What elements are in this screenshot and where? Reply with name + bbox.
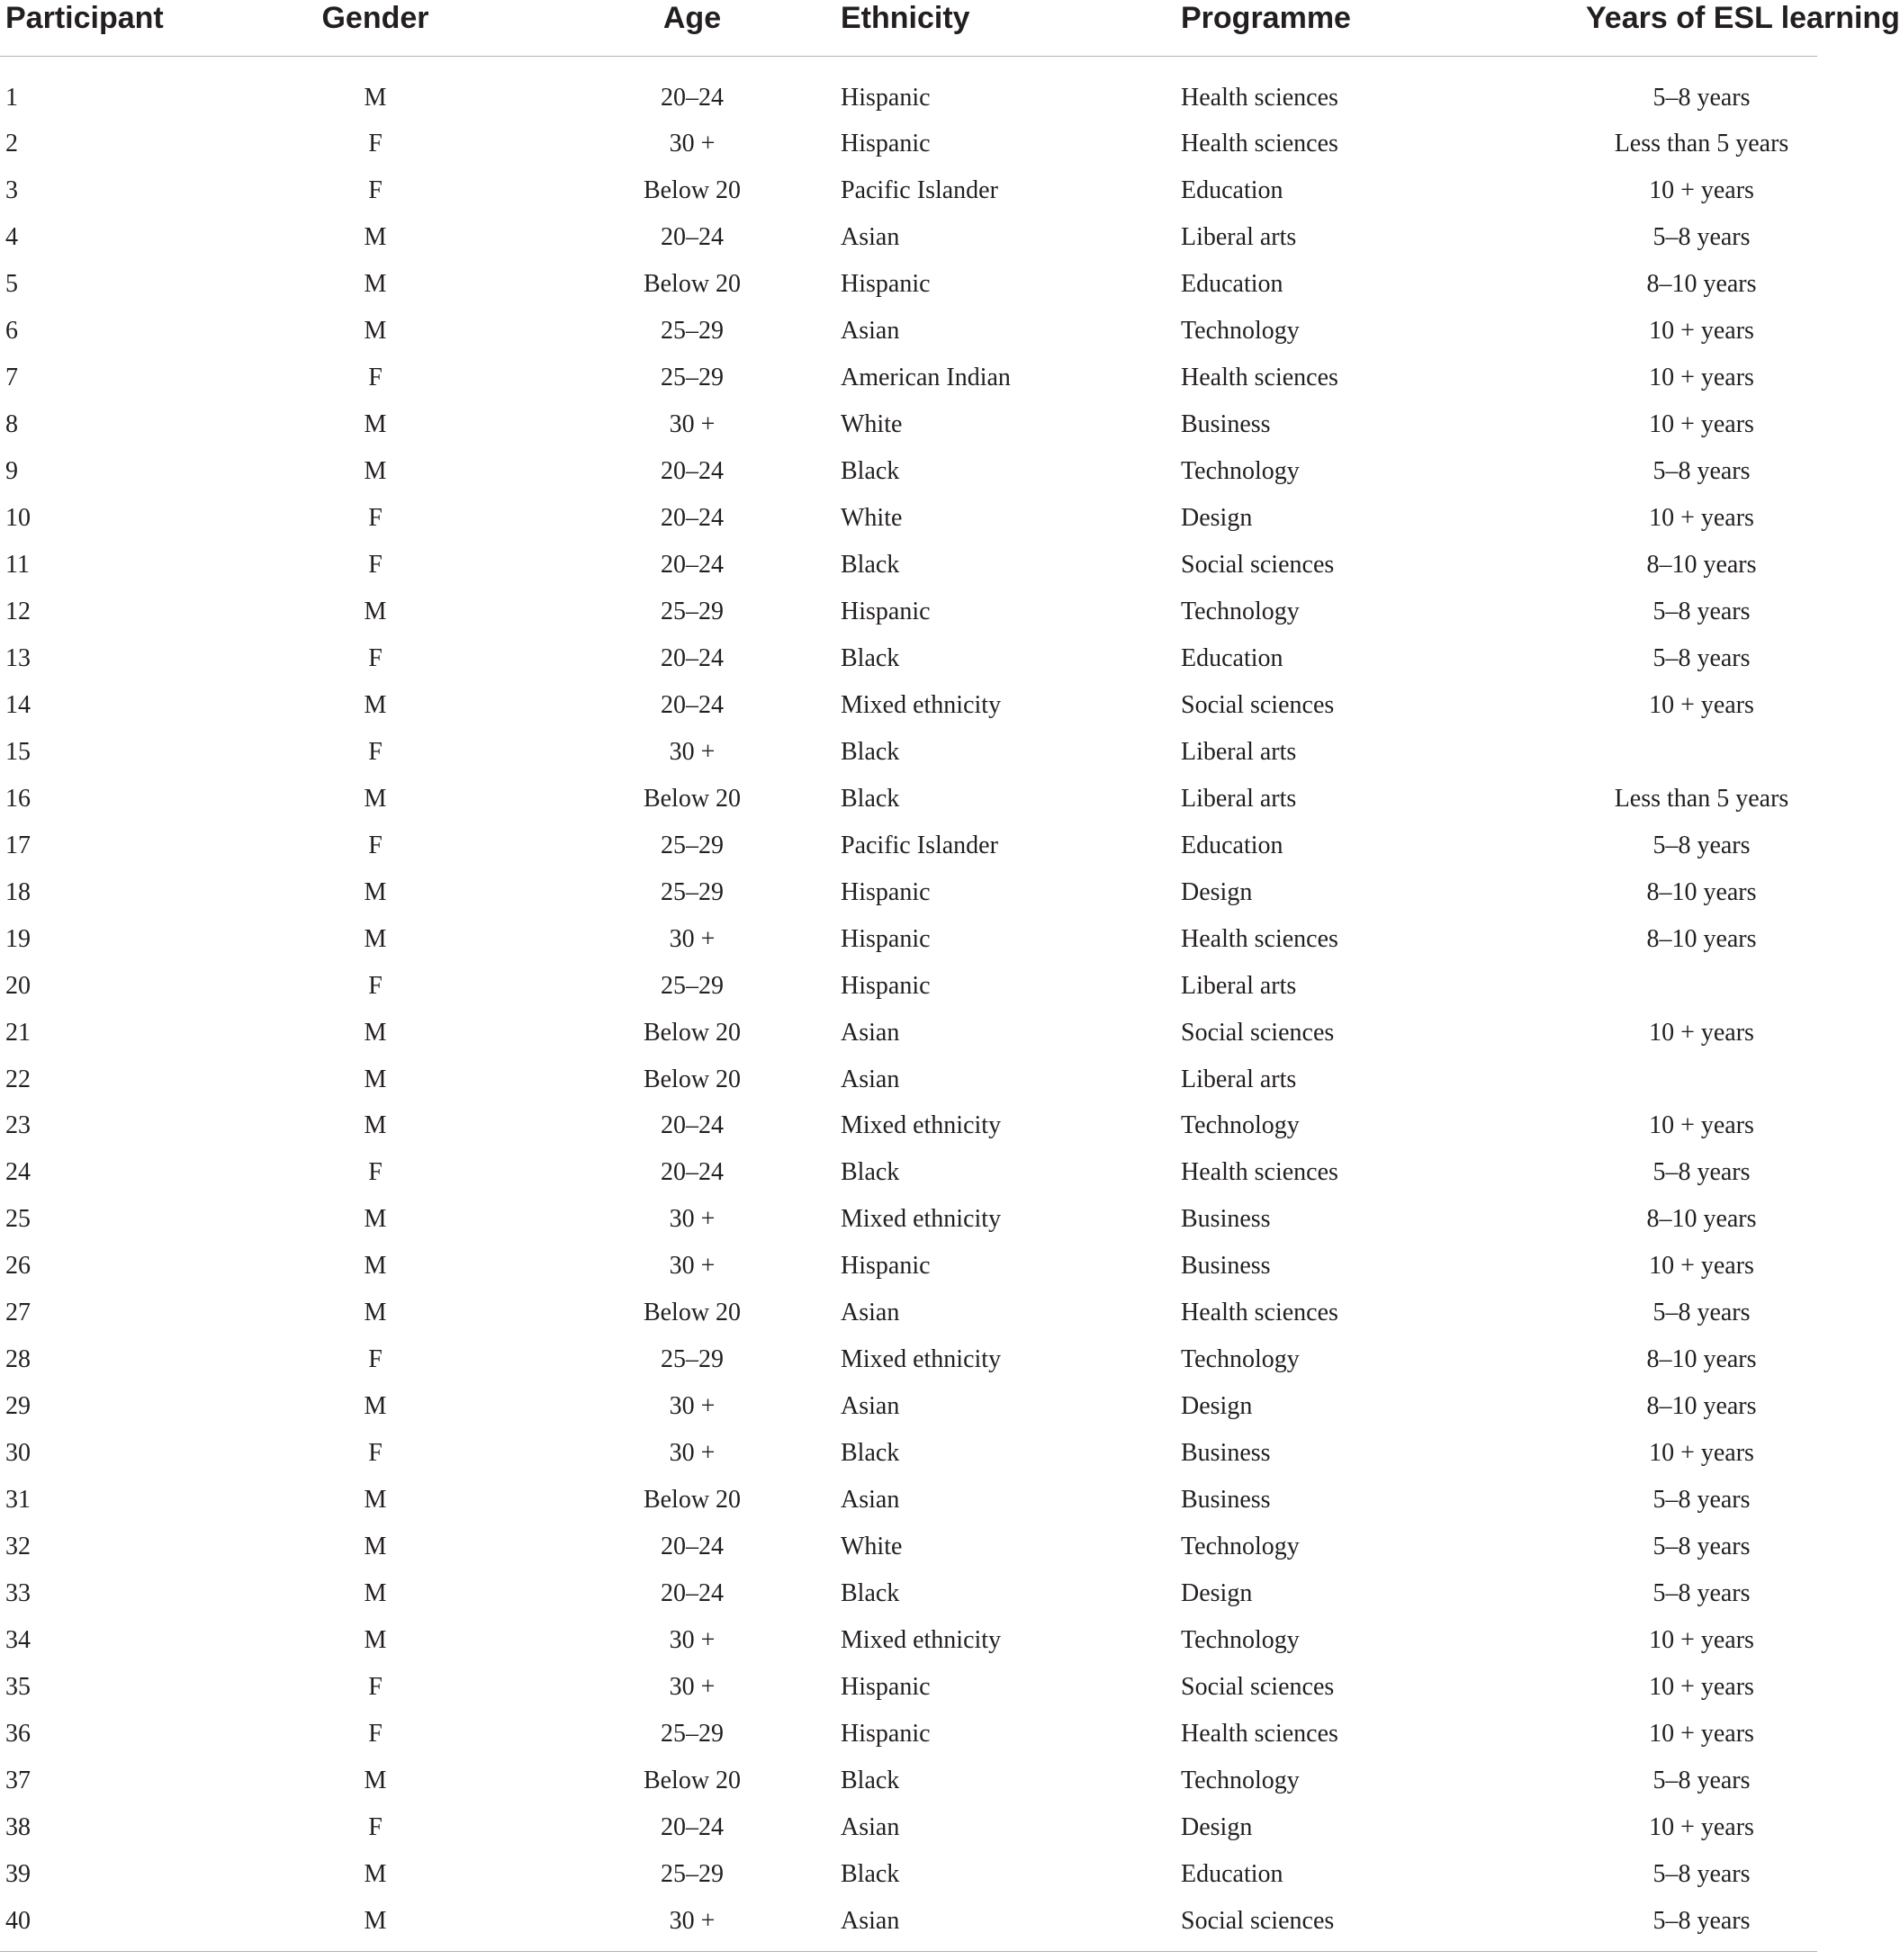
- age-cell: Below 20: [643, 1299, 742, 1327]
- programme-cell: Liberal arts: [1181, 1065, 1297, 1093]
- participant-cell: 36: [5, 1719, 31, 1748]
- participant-cell: 40: [5, 1906, 31, 1935]
- table-row: [0, 1056, 1817, 1103]
- gender-cell: F: [368, 176, 383, 205]
- years-esl-cell: 10 + years: [1649, 1625, 1754, 1654]
- years-esl-cell: 10 + years: [1649, 1018, 1754, 1047]
- age-cell: 25–29: [661, 971, 724, 1000]
- gender-cell: M: [364, 690, 387, 719]
- table-row: [0, 1804, 1817, 1851]
- table-row: [0, 1711, 1817, 1758]
- ethnicity-cell: Hispanic: [841, 270, 931, 299]
- table-row: [0, 448, 1817, 495]
- participant-cell: 29: [5, 1392, 31, 1421]
- ethnicity-cell: Hispanic: [841, 597, 931, 625]
- participant-cell: 39: [5, 1859, 31, 1888]
- age-cell: 20–24: [661, 643, 724, 672]
- participant-cell: 32: [5, 1533, 31, 1561]
- header-spacer-cell: [0, 56, 1817, 75]
- participant-cell: 35: [5, 1672, 31, 1701]
- participant-cell: 6: [5, 317, 18, 346]
- years-esl-cell: 10 + years: [1649, 504, 1754, 533]
- gender-cell: M: [364, 223, 387, 252]
- table-row: [0, 1196, 1817, 1243]
- years-esl-cell: 5–8 years: [1652, 1766, 1751, 1794]
- age-cell: 20–24: [661, 1158, 724, 1187]
- gender-cell: M: [364, 1859, 387, 1888]
- years-esl-cell: 5–8 years: [1652, 1906, 1751, 1935]
- gender-cell: M: [364, 1766, 387, 1794]
- table-row: [0, 355, 1817, 401]
- table-row: [0, 1617, 1817, 1664]
- gender-cell: F: [368, 1719, 383, 1748]
- ethnicity-cell: Black: [841, 1859, 900, 1888]
- gender-cell: M: [364, 1486, 387, 1515]
- gender-cell: F: [368, 737, 383, 766]
- programme-cell: Health sciences: [1181, 1299, 1338, 1327]
- table-row: [0, 916, 1817, 963]
- gender-cell: F: [368, 504, 383, 533]
- participant-cell: 4: [5, 223, 18, 252]
- table-row: [0, 1430, 1817, 1477]
- programme-cell: Education: [1181, 1859, 1283, 1888]
- programme-cell: Health sciences: [1181, 1719, 1338, 1748]
- participant-cell: 34: [5, 1625, 31, 1654]
- programme-cell: Business: [1181, 410, 1271, 439]
- programme-cell: Design: [1181, 877, 1253, 906]
- age-cell: 30 +: [669, 924, 716, 953]
- gender-cell: M: [364, 457, 387, 486]
- table-row: [0, 635, 1817, 682]
- participant-cell: 25: [5, 1205, 31, 1234]
- gender-cell: M: [364, 317, 387, 346]
- ethnicity-cell: Hispanic: [841, 130, 931, 158]
- participant-cell: 31: [5, 1486, 31, 1515]
- participant-cell: 26: [5, 1252, 31, 1281]
- years-esl-cell: 8–10 years: [1646, 1392, 1757, 1421]
- header-programme: Programme: [1181, 0, 1586, 56]
- gender-cell: M: [364, 1205, 387, 1234]
- ethnicity-cell: Mixed ethnicity: [841, 1111, 1002, 1140]
- gender-cell: F: [368, 130, 383, 158]
- gender-cell: M: [364, 1299, 387, 1327]
- programme-cell: Health sciences: [1181, 83, 1338, 112]
- age-cell: 25–29: [661, 877, 724, 906]
- participant-cell: 14: [5, 690, 31, 719]
- ethnicity-cell: Mixed ethnicity: [841, 690, 1002, 719]
- ethnicity-cell: Black: [841, 1579, 900, 1607]
- table-row: [0, 1383, 1817, 1430]
- participant-cell: 3: [5, 176, 18, 205]
- gender-cell: M: [364, 83, 387, 112]
- gender-cell: M: [364, 1252, 387, 1281]
- age-cell: Below 20: [643, 1766, 742, 1794]
- participant-cell: 15: [5, 737, 31, 766]
- participant-cell: 23: [5, 1111, 31, 1140]
- table-row: [0, 776, 1817, 823]
- years-esl-cell: 5–8 years: [1652, 643, 1751, 672]
- gender-cell: M: [364, 784, 387, 813]
- age-cell: Below 20: [643, 1486, 742, 1515]
- years-esl-cell: [1586, 729, 1817, 776]
- participant-cell: 9: [5, 457, 18, 486]
- programme-cell: Social sciences: [1181, 690, 1335, 719]
- years-esl-cell: 10 + years: [1649, 690, 1754, 719]
- ethnicity-cell: Black: [841, 1158, 900, 1187]
- years-esl-cell: 10 + years: [1649, 1812, 1754, 1841]
- years-esl-cell: 5–8 years: [1652, 597, 1751, 625]
- years-esl-cell: [1586, 963, 1817, 1010]
- ethnicity-cell: Asian: [841, 1299, 900, 1327]
- years-esl-cell: 5–8 years: [1652, 223, 1751, 252]
- programme-cell: Liberal arts: [1181, 971, 1297, 1000]
- years-esl-cell: 8–10 years: [1646, 1205, 1757, 1234]
- years-esl-cell: 5–8 years: [1652, 1299, 1751, 1327]
- participant-cell: 30: [5, 1439, 31, 1468]
- table-row: [0, 1570, 1817, 1617]
- years-esl-cell: 5–8 years: [1652, 1486, 1751, 1515]
- table-row: [0, 214, 1817, 261]
- gender-cell: F: [368, 1812, 383, 1841]
- participant-cell: 12: [5, 597, 31, 625]
- ethnicity-cell: Hispanic: [841, 1719, 931, 1748]
- participant-cell: 17: [5, 831, 31, 859]
- table-row: [0, 589, 1817, 635]
- participant-cell: 13: [5, 643, 31, 672]
- ethnicity-cell: White: [841, 410, 903, 439]
- age-cell: 20–24: [661, 457, 724, 486]
- age-cell: 25–29: [661, 831, 724, 859]
- ethnicity-cell: Asian: [841, 317, 900, 346]
- ethnicity-cell: Black: [841, 551, 900, 580]
- age-cell: 30 +: [669, 410, 716, 439]
- years-esl-cell: 5–8 years: [1652, 831, 1751, 859]
- header-row: [0, 0, 1817, 56]
- table-row: [0, 1664, 1817, 1711]
- gender-cell: M: [364, 1533, 387, 1561]
- age-cell: 20–24: [661, 1812, 724, 1841]
- age-cell: 30 +: [669, 1906, 716, 1935]
- table-row: [0, 1290, 1817, 1336]
- programme-cell: Technology: [1181, 457, 1300, 486]
- gender-cell: F: [368, 551, 383, 580]
- years-esl-cell: 5–8 years: [1652, 1533, 1751, 1561]
- participant-cell: 7: [5, 364, 18, 392]
- ethnicity-cell: Pacific Islander: [841, 176, 998, 205]
- years-esl-cell: 10 + years: [1649, 1111, 1754, 1140]
- table-row: [0, 75, 1817, 121]
- programme-cell: Design: [1181, 1579, 1253, 1607]
- header-ethnicity: Ethnicity: [841, 0, 1181, 56]
- age-cell: 25–29: [661, 364, 724, 392]
- ethnicity-cell: White: [841, 1533, 903, 1561]
- ethnicity-cell: Asian: [841, 1392, 900, 1421]
- years-esl-cell: 10 + years: [1649, 1672, 1754, 1701]
- gender-cell: M: [364, 1579, 387, 1607]
- table-row: [0, 869, 1817, 916]
- programme-cell: Education: [1181, 831, 1283, 859]
- participant-cell: 2: [5, 130, 18, 158]
- ethnicity-cell: Black: [841, 1766, 900, 1794]
- participant-cell: 33: [5, 1579, 31, 1607]
- ethnicity-cell: Asian: [841, 1065, 900, 1093]
- header-age: Age: [544, 0, 841, 56]
- age-cell: 20–24: [661, 690, 724, 719]
- age-cell: 30 +: [669, 1672, 716, 1701]
- age-cell: Below 20: [643, 1065, 742, 1093]
- table-row: [0, 121, 1817, 167]
- participant-cell: 24: [5, 1158, 31, 1187]
- years-esl-cell: 8–10 years: [1646, 1345, 1757, 1374]
- participant-cell: 5: [5, 270, 18, 299]
- years-esl-cell: 8–10 years: [1646, 924, 1757, 953]
- gender-cell: M: [364, 1018, 387, 1047]
- age-cell: 30 +: [669, 1625, 716, 1654]
- age-cell: 25–29: [661, 1859, 724, 1888]
- years-esl-cell: 8–10 years: [1646, 551, 1757, 580]
- programme-cell: Technology: [1181, 1533, 1300, 1561]
- years-esl-cell: 5–8 years: [1652, 83, 1751, 112]
- header-years-esl: Years of ESL learning: [1586, 0, 1817, 56]
- programme-cell: Business: [1181, 1439, 1271, 1468]
- age-cell: 20–24: [661, 223, 724, 252]
- years-esl-cell: [1586, 1056, 1817, 1103]
- table-row: [0, 495, 1817, 542]
- ethnicity-cell: Mixed ethnicity: [841, 1625, 1002, 1654]
- programme-cell: Health sciences: [1181, 130, 1338, 158]
- gender-cell: F: [368, 1672, 383, 1701]
- table-row: [0, 1336, 1817, 1383]
- programme-cell: Health sciences: [1181, 364, 1338, 392]
- years-esl-cell: 10 + years: [1649, 317, 1754, 346]
- age-cell: Below 20: [643, 270, 742, 299]
- gender-cell: F: [368, 1439, 383, 1468]
- age-cell: 30 +: [669, 130, 716, 158]
- years-esl-cell: Less than 5 years: [1614, 130, 1789, 158]
- years-esl-cell: 8–10 years: [1646, 877, 1757, 906]
- ethnicity-cell: Black: [841, 457, 900, 486]
- gender-cell: F: [368, 643, 383, 672]
- programme-cell: Business: [1181, 1486, 1271, 1515]
- programme-cell: Education: [1181, 643, 1283, 672]
- years-esl-cell: 10 + years: [1649, 410, 1754, 439]
- table-row: [0, 729, 1817, 776]
- programme-cell: Education: [1181, 176, 1283, 205]
- participant-cell: 20: [5, 971, 31, 1000]
- participant-cell: 19: [5, 924, 31, 953]
- age-cell: Below 20: [643, 784, 742, 813]
- ethnicity-cell: Hispanic: [841, 83, 931, 112]
- age-cell: 20–24: [661, 83, 724, 112]
- ethnicity-cell: Hispanic: [841, 1672, 931, 1701]
- programme-cell: Liberal arts: [1181, 223, 1297, 252]
- ethnicity-cell: Hispanic: [841, 1252, 931, 1281]
- years-esl-cell: 8–10 years: [1646, 270, 1757, 299]
- age-cell: 20–24: [661, 1579, 724, 1607]
- years-esl-cell: 10 + years: [1649, 1252, 1754, 1281]
- table-row: [0, 1243, 1817, 1290]
- programme-cell: Social sciences: [1181, 1018, 1335, 1047]
- table-row: [0, 1851, 1817, 1898]
- programme-cell: Design: [1181, 1392, 1253, 1421]
- gender-cell: M: [364, 270, 387, 299]
- years-esl-cell: 5–8 years: [1652, 1579, 1751, 1607]
- header-spacer: [0, 56, 1817, 75]
- ethnicity-cell: Black: [841, 1439, 900, 1468]
- years-esl-cell: 10 + years: [1649, 364, 1754, 392]
- header-participant: Participant: [0, 0, 207, 56]
- ethnicity-cell: Asian: [841, 223, 900, 252]
- ethnicity-cell: Asian: [841, 1018, 900, 1047]
- age-cell: 25–29: [661, 597, 724, 625]
- age-cell: 20–24: [661, 1111, 724, 1140]
- table-row: [0, 1898, 1817, 1945]
- gender-cell: F: [368, 971, 383, 1000]
- years-esl-cell: 5–8 years: [1652, 457, 1751, 486]
- participant-cell: 8: [5, 410, 18, 439]
- years-esl-cell: 10 + years: [1649, 1439, 1754, 1468]
- participant-cell: 18: [5, 877, 31, 906]
- age-cell: 20–24: [661, 1533, 724, 1561]
- gender-cell: F: [368, 1345, 383, 1374]
- participant-cell: 10: [5, 504, 31, 533]
- table-row: [0, 682, 1817, 729]
- gender-cell: M: [364, 1065, 387, 1093]
- table-header: [0, 0, 1900, 56]
- age-cell: 25–29: [661, 1719, 724, 1748]
- table-row: [0, 1149, 1817, 1196]
- table-bottom-rule: [0, 1951, 1817, 1952]
- years-esl-cell: 10 + years: [1649, 176, 1754, 205]
- gender-cell: M: [364, 877, 387, 906]
- age-cell: 25–29: [661, 317, 724, 346]
- programme-cell: Liberal arts: [1181, 784, 1297, 813]
- ethnicity-cell: Hispanic: [841, 924, 931, 953]
- age-cell: 20–24: [661, 551, 724, 580]
- ethnicity-cell: Black: [841, 737, 900, 766]
- programme-cell: Social sciences: [1181, 1672, 1335, 1701]
- programme-cell: Social sciences: [1181, 1906, 1335, 1935]
- years-esl-cell: 5–8 years: [1652, 1158, 1751, 1187]
- programme-cell: Education: [1181, 270, 1283, 299]
- table-row: [0, 1758, 1817, 1804]
- participant-cell: 22: [5, 1065, 31, 1093]
- gender-cell: F: [368, 831, 383, 859]
- ethnicity-cell: Asian: [841, 1486, 900, 1515]
- table-row: [0, 308, 1817, 355]
- table-row: [0, 963, 1817, 1010]
- table-row: [0, 1524, 1817, 1570]
- ethnicity-cell: Asian: [841, 1906, 900, 1935]
- gender-cell: M: [364, 410, 387, 439]
- age-cell: 30 +: [669, 1205, 716, 1234]
- ethnicity-cell: Black: [841, 643, 900, 672]
- ethnicity-cell: Pacific Islander: [841, 831, 998, 859]
- table-row: [0, 261, 1817, 308]
- programme-cell: Health sciences: [1181, 924, 1338, 953]
- ethnicity-cell: Mixed ethnicity: [841, 1345, 1002, 1374]
- years-esl-cell: Less than 5 years: [1614, 784, 1789, 813]
- programme-cell: Design: [1181, 504, 1253, 533]
- participant-cell: 37: [5, 1766, 31, 1794]
- gender-cell: M: [364, 1906, 387, 1935]
- programme-cell: Technology: [1181, 317, 1300, 346]
- age-cell: Below 20: [643, 1018, 742, 1047]
- table-row: [0, 1010, 1817, 1056]
- gender-cell: M: [364, 1625, 387, 1654]
- table-row: [0, 1102, 1817, 1149]
- programme-cell: Technology: [1181, 1625, 1300, 1654]
- ethnicity-cell: Mixed ethnicity: [841, 1205, 1002, 1234]
- ethnicity-cell: White: [841, 504, 903, 533]
- table-row: [0, 823, 1817, 869]
- gender-cell: F: [368, 364, 383, 392]
- programme-cell: Social sciences: [1181, 551, 1335, 580]
- age-cell: 25–29: [661, 1345, 724, 1374]
- programme-cell: Business: [1181, 1252, 1271, 1281]
- programme-cell: Design: [1181, 1812, 1253, 1841]
- programme-cell: Liberal arts: [1181, 737, 1297, 766]
- ethnicity-cell: American Indian: [841, 364, 1011, 392]
- header-gender: Gender: [207, 0, 544, 56]
- ethnicity-cell: Hispanic: [841, 971, 931, 1000]
- programme-cell: Health sciences: [1181, 1158, 1338, 1187]
- participant-cell: 11: [5, 551, 30, 580]
- table-row: [0, 542, 1817, 589]
- participant-cell: 21: [5, 1018, 31, 1047]
- ethnicity-cell: Hispanic: [841, 877, 931, 906]
- age-cell: 30 +: [669, 1439, 716, 1468]
- years-esl-cell: 10 + years: [1649, 1719, 1754, 1748]
- table-row: [0, 1477, 1817, 1524]
- programme-cell: Technology: [1181, 1345, 1300, 1374]
- ethnicity-cell: Asian: [841, 1812, 900, 1841]
- participant-cell: 38: [5, 1812, 31, 1841]
- table-row: [0, 401, 1817, 448]
- gender-cell: M: [364, 597, 387, 625]
- programme-cell: Technology: [1181, 1111, 1300, 1140]
- participant-cell: 1: [5, 83, 18, 112]
- age-cell: 30 +: [669, 1392, 716, 1421]
- participant-cell: 16: [5, 784, 31, 813]
- gender-cell: F: [368, 1158, 383, 1187]
- programme-cell: Technology: [1181, 597, 1300, 625]
- table-row: [0, 167, 1817, 214]
- gender-cell: M: [364, 1111, 387, 1140]
- age-cell: Below 20: [643, 176, 742, 205]
- ethnicity-cell: Black: [841, 784, 900, 813]
- gender-cell: M: [364, 1392, 387, 1421]
- age-cell: 30 +: [669, 1252, 716, 1281]
- programme-cell: Business: [1181, 1205, 1271, 1234]
- table-body: [0, 56, 1817, 1945]
- age-cell: 30 +: [669, 737, 716, 766]
- gender-cell: M: [364, 924, 387, 953]
- participant-cell: 28: [5, 1345, 31, 1374]
- age-cell: 20–24: [661, 504, 724, 533]
- programme-cell: Technology: [1181, 1766, 1300, 1794]
- years-esl-cell: 5–8 years: [1652, 1859, 1751, 1888]
- participant-cell: 27: [5, 1299, 31, 1327]
